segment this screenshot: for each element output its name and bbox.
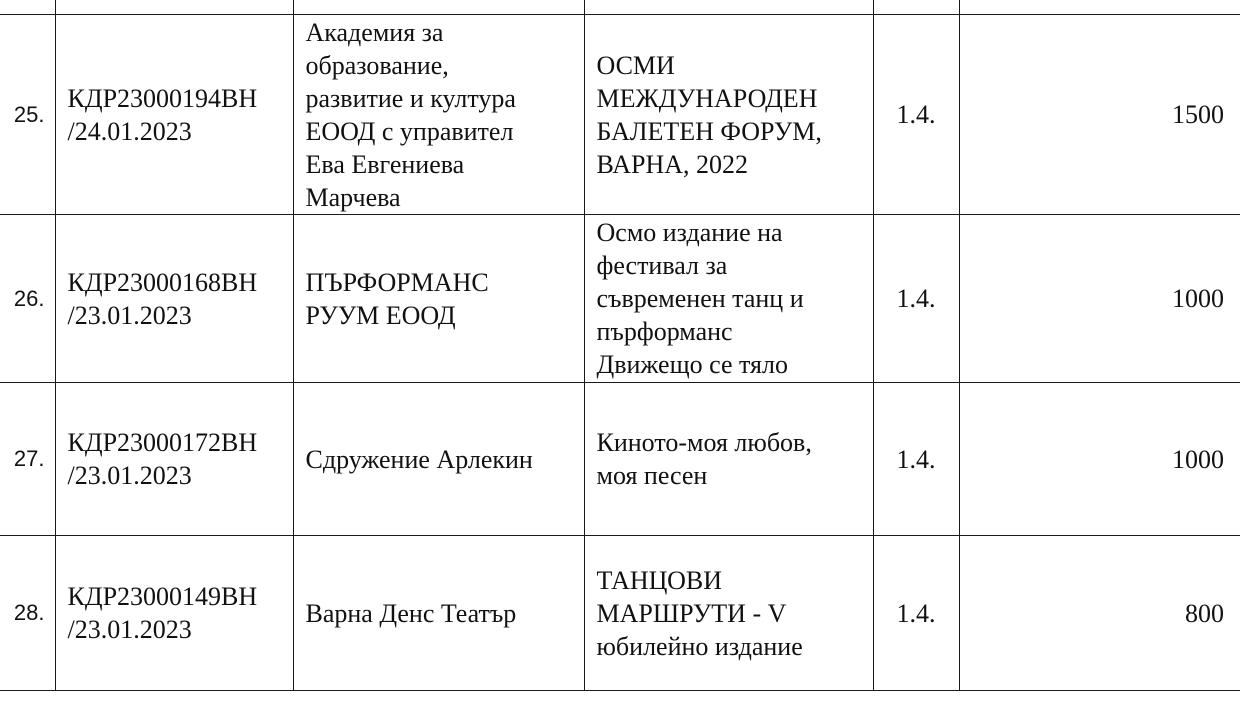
amount: 1500 <box>959 15 1240 215</box>
amount: 1000 <box>959 215 1240 383</box>
table-row <box>0 383 1240 536</box>
table-row <box>0 15 1240 215</box>
document-number: КДР23000194ВН /24.01.2023 <box>55 15 293 215</box>
program-code: 1.4. <box>873 215 959 383</box>
document-number: КДР23000168ВН /23.01.2023 <box>55 215 293 383</box>
table-row <box>0 215 1240 383</box>
organization: Сдружение Арлекин <box>293 383 584 536</box>
document-number: КДР23000172ВН /23.01.2023 <box>55 383 293 536</box>
organization: Академия за образование, развитие и култура ЕООД с управител Ева Евгениева Марчева <box>293 15 584 215</box>
row-number: 25. <box>0 15 55 215</box>
table-row <box>0 536 1240 691</box>
project-title: Киното-моя любов, моя песен <box>584 383 873 536</box>
project-title: Осмо издание на фестивал за съвременен танц и пърформанс Движещо се тяло <box>584 215 873 383</box>
project-title: ОСМИ МЕЖДУНАРОДЕН БАЛЕТЕН ФОРУМ, ВАРНА, 2022 <box>584 15 873 215</box>
organization: Варна Денс Театър <box>293 536 584 691</box>
previous-row-tail <box>0 0 1240 15</box>
program-code: 1.4. <box>873 536 959 691</box>
row-number: 26. <box>0 215 55 383</box>
document-number: КДР23000149ВН /23.01.2023 <box>55 536 293 691</box>
row-number: 27. <box>0 383 55 536</box>
organization: ПЪРФОРМАНС РУУМ ЕООД <box>293 215 584 383</box>
program-code: 1.4. <box>873 383 959 536</box>
project-title: ТАНЦОВИ МАРШРУТИ - V юбилейно издание <box>584 536 873 691</box>
program-code: 1.4. <box>873 15 959 215</box>
amount: 1000 <box>959 383 1240 536</box>
amount: 800 <box>959 536 1240 691</box>
row-number: 28. <box>0 536 55 691</box>
